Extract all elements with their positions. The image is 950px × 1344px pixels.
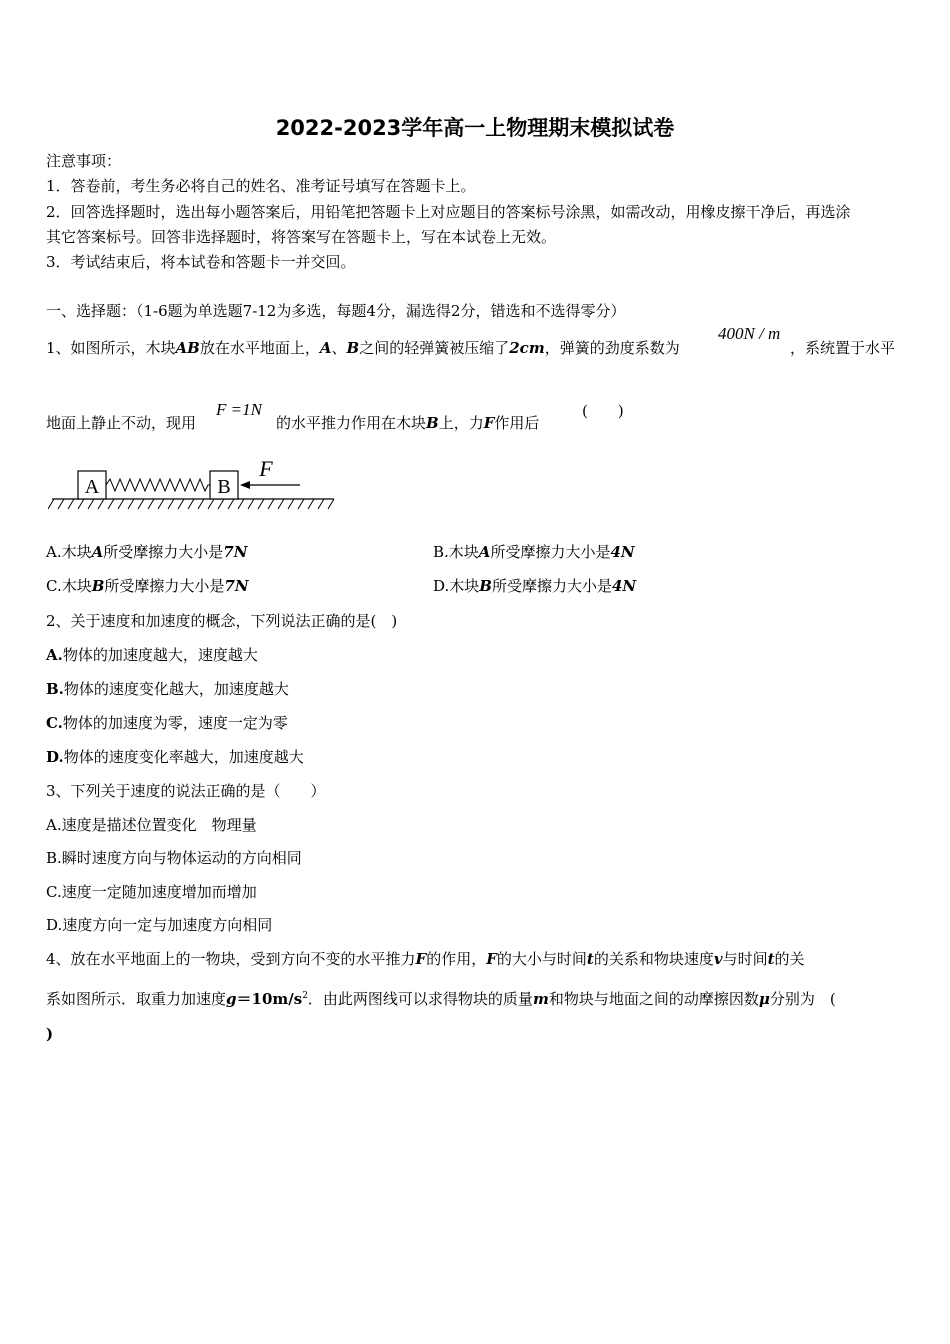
spring-constant: 400N / m xyxy=(718,324,781,343)
option-b[interactable] xyxy=(433,541,635,563)
var: A xyxy=(478,543,491,561)
option-c[interactable] xyxy=(46,575,249,597)
option-letter: D. xyxy=(46,748,64,766)
var-f: F xyxy=(483,414,495,432)
spring xyxy=(106,479,210,491)
value: 4N xyxy=(611,577,637,595)
option-letter: C. xyxy=(46,714,63,732)
question-4-line-1 xyxy=(46,948,805,970)
text: 上，力 xyxy=(438,414,484,432)
question-4-line-3: ) xyxy=(46,1025,54,1043)
option-letter: B. xyxy=(46,680,64,698)
text: ．由此两图线可以求得物块的质量 xyxy=(307,990,533,1008)
section-heading: 一、选择题：（1-6题为单选题7-12为多选，每题4分，漏选得2分，错选和不选得零分） xyxy=(46,302,626,320)
var: B xyxy=(91,577,105,595)
option-text: 物体的速度变化率越大，加速度越大 xyxy=(63,748,304,766)
var-v: v xyxy=(713,950,723,968)
value: 7N xyxy=(223,543,248,561)
var-ab: AB xyxy=(175,339,200,357)
var-m: m xyxy=(532,990,549,1008)
var-b: B xyxy=(426,414,439,432)
option-a[interactable] xyxy=(46,644,258,666)
ground-hatching xyxy=(48,499,334,509)
text: 所受摩擦力大小是 xyxy=(491,577,612,595)
text: 放在水平地面上， xyxy=(199,339,320,357)
g-value: ＝10m/s xyxy=(236,990,303,1008)
var-mu: μ xyxy=(758,990,770,1008)
text: 的作用， xyxy=(426,950,487,968)
text: 之间的轻弹簧被压缩了 xyxy=(359,339,510,357)
text: 1、如图所示，木块 xyxy=(46,339,176,357)
text: B.木块 xyxy=(433,543,479,561)
text: 的关系和物块速度 xyxy=(593,950,714,968)
text: 和物块与地面之间的动摩擦因数 xyxy=(548,990,759,1008)
block-b-label: B xyxy=(217,476,231,498)
option-letter: A. xyxy=(46,646,63,664)
var-g: g xyxy=(226,990,237,1008)
text: 分别为 ( xyxy=(769,990,836,1008)
text: A.木块 xyxy=(46,543,92,561)
question-2-stem: 2、关于速度和加速度的概念，下列说法正确的是( ) xyxy=(46,612,398,630)
text: 与时间 xyxy=(722,950,768,968)
question-4-line-2 xyxy=(46,985,836,1010)
question-1-line-1-end: ，系统置于水平 xyxy=(790,339,896,357)
text: D.木块 xyxy=(433,577,480,595)
question-1-line-1 xyxy=(46,337,680,359)
text: 4、放在水平地面上的一物块，受到方向不变的水平推力 xyxy=(46,950,416,968)
notice-item: 1．答卷前，考生务必将自己的姓名、准考证号填写在答题卡上。 xyxy=(46,177,476,195)
text: 的水平推力作用在木块 xyxy=(276,414,427,432)
force-value: F =1N xyxy=(216,400,262,419)
option-c[interactable]: C.速度一定随加速度增加而增加 xyxy=(46,883,257,901)
option-b[interactable] xyxy=(46,678,289,700)
g-exponent: 2 xyxy=(302,991,308,1001)
option-d[interactable] xyxy=(433,575,636,597)
option-text: 物体的加速度越大，速度越大 xyxy=(62,646,258,664)
text: 所受摩擦力大小是 xyxy=(104,577,225,595)
text: 的关 xyxy=(774,950,805,968)
notice-item: 其它答案标号。回答非选择题时，将答案写在答题卡上，写在本试卷上无效。 xyxy=(46,228,557,246)
question-1-line-2: 地面上静止不动，现用 xyxy=(46,414,197,432)
block-a-label: A xyxy=(84,476,100,498)
option-text: 物体的速度变化越大，加速度越大 xyxy=(63,680,289,698)
text: 系如图所示．取重力加速度 xyxy=(46,990,227,1008)
text: 所受摩擦力大小是 xyxy=(490,543,611,561)
var-cm: 2cm xyxy=(509,339,545,357)
question-1-line-2b xyxy=(276,412,539,434)
value: 4N xyxy=(610,543,635,561)
text: 所受摩擦力大小是 xyxy=(103,543,224,561)
page-title: 2022-2023学年高一上物理期末模拟试卷 xyxy=(275,116,675,140)
var: B xyxy=(479,577,492,595)
var-a: A xyxy=(319,339,332,357)
option-d[interactable] xyxy=(46,746,304,768)
var-f: F xyxy=(486,950,497,968)
option-c[interactable] xyxy=(46,712,288,734)
notice-heading: 注意事项： xyxy=(46,152,122,170)
option-a[interactable]: A.速度是描述位置变化 物理量 xyxy=(46,816,257,834)
text: C.木块 xyxy=(46,577,92,595)
notice-item: 3．考试结束后，将本试卷和答题卡一并交回。 xyxy=(46,253,356,271)
option-d[interactable]: D.速度方向一定与加速度方向相同 xyxy=(46,916,273,934)
value: 7N xyxy=(224,577,249,595)
var-f: F xyxy=(415,950,427,968)
text: 的大小与时间 xyxy=(496,950,587,968)
text: 、 xyxy=(331,339,347,357)
var-t: t xyxy=(767,950,775,968)
spring-blocks-diagram xyxy=(48,454,338,514)
notice-item: 2．回答选择题时，选出每小题答案后，用铅笔把答题卡上对应题目的答案标号涂黑，如需改动，用橡皮擦干净后，再选涂 xyxy=(46,203,851,221)
text: 作用后 xyxy=(494,414,540,432)
var-t: t xyxy=(586,950,594,968)
option-b[interactable]: B.瞬时速度方向与物体运动的方向相同 xyxy=(46,849,302,867)
answer-paren: ( ) xyxy=(582,402,624,420)
force-arrowhead xyxy=(240,481,250,489)
question-3-stem: 3、下列关于速度的说法正确的是（ ） xyxy=(46,782,326,800)
option-text: 物体的加速度为零，速度一定为零 xyxy=(62,714,288,732)
option-a[interactable] xyxy=(46,541,247,563)
var-b: B xyxy=(346,339,360,357)
var: A xyxy=(91,543,104,561)
text: ，弹簧的劲度系数为 xyxy=(544,339,680,357)
force-label: F xyxy=(259,456,273,481)
